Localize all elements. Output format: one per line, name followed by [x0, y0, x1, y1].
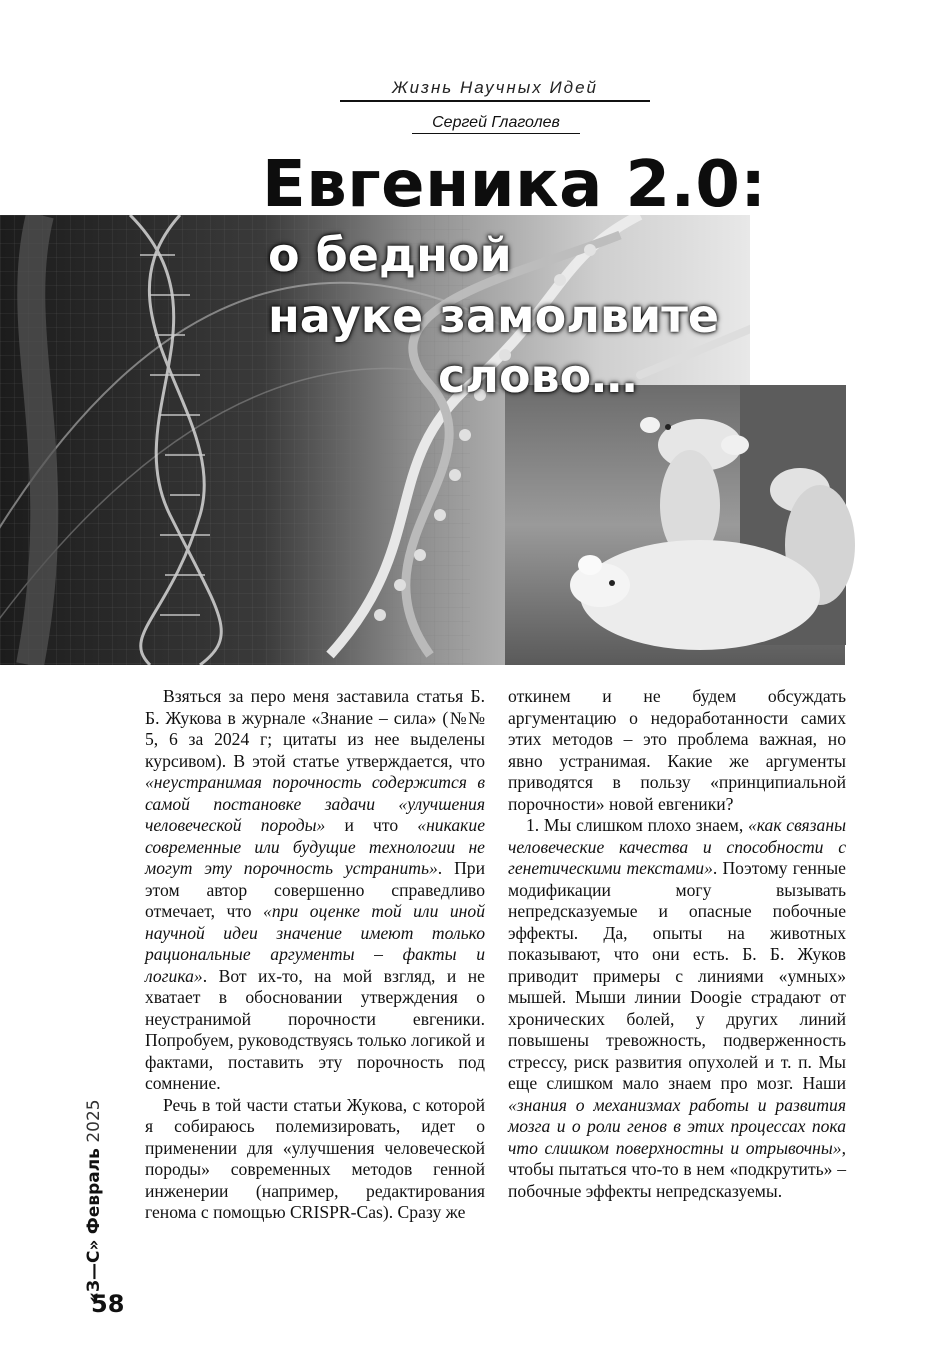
text-column-right — [508, 686, 846, 1202]
paragraph: Речь в той части статьи Жукова, с которой я собираюсь полемизировать, идет о применении для «улучшения человеческой породы» современных методов генной инженерии (например, редактирования генома с помощью CRISPR-Cas). Сразу же — [145, 1094, 485, 1222]
paragraph: откинем и не будем обсуждать аргументацию о недоработанности самих этих методов – это проблема важная, но явно устранимая. Какие же аргументы приводятся в пользу «принципиальной порочности» новой евгеники? — [508, 686, 846, 814]
text-run: . При этом автор совершенно справедливо отмечает, что — [145, 858, 485, 921]
section-rubric: Жизнь Научных Идей — [340, 78, 650, 102]
quote-run: «неустранимая порочность содержится в самой постановке задачи «улучшения человеческой породы» — [145, 772, 485, 835]
text-run: , чтобы пытаться что-то в нем «подкрутить» – побочные эффекты непредсказуемы. — [508, 1137, 846, 1201]
article-subtitle-line-1: о бедной — [268, 228, 512, 282]
article-subtitle-line-3: слово… — [438, 349, 638, 403]
quote-run: «знания о механизмах работы и развития мозга и о роли генов в этих процессах пока что слишком поверхностны и отрывочны» — [508, 1094, 846, 1158]
magazine-name: «З—С» — [84, 1239, 104, 1303]
issue-month: Февраль — [84, 1148, 104, 1235]
text-run: . Поэтому генные модификации могу вызывать непредсказуемые и опасные побочные эффекты. Да, опыты на животных показывают, что они есть. Б. Б. Жуков приводит примеры с линиями «умных» мышей. Мыши линии Doogie страдают от хронических болей, у других линий повышены тревожность, подверженность стрессу, риск развития опухолей и т. п. Мы еще слишком мало знаем про мозг. Наши — [508, 858, 846, 1093]
side-folio — [80, 1053, 110, 1303]
paragraph — [145, 686, 485, 1095]
quote-run: «никакие современные или будущие технологии не могут эту порочность устранить» — [145, 815, 486, 878]
article-title: Евгеника 2.0: — [262, 148, 767, 222]
page-number: 58 — [91, 1290, 125, 1318]
hero-illustration — [0, 215, 948, 665]
text-run: Взяться за перо меня заставила статья Б. Б. Жукова в журнале «Знание – сила» (№№ 5, 6 за 2024 г; цитаты из нее выделены курсивом). В этой статье утверждается, что — [145, 686, 485, 771]
text-column-left — [145, 686, 485, 1224]
text-run: . Вот их-то, на мой взгляд, и не хватает в обосновании утверждения о неустранимой порочности евгеники. Попробуем, руководствуясь только логикой и фактами, поставить эту порочность под сомнение. — [145, 965, 485, 1093]
text-run: и что — [325, 815, 418, 835]
quote-run: «при оценке той или иной научной идеи значение имеют только рациональные аргументы – факты и логика» — [145, 901, 485, 986]
quote-run: «как связаны человеческие качества и способности с генетическими текстами» — [508, 815, 846, 878]
issue-year: 2025 — [84, 1099, 104, 1143]
paragraph — [508, 815, 846, 1202]
text-run: 1. Мы слишком плохо знаем, — [526, 815, 748, 835]
article-author: Сергей Глаголев — [412, 114, 580, 134]
article-subtitle-line-2: науке замолвите — [268, 289, 720, 343]
